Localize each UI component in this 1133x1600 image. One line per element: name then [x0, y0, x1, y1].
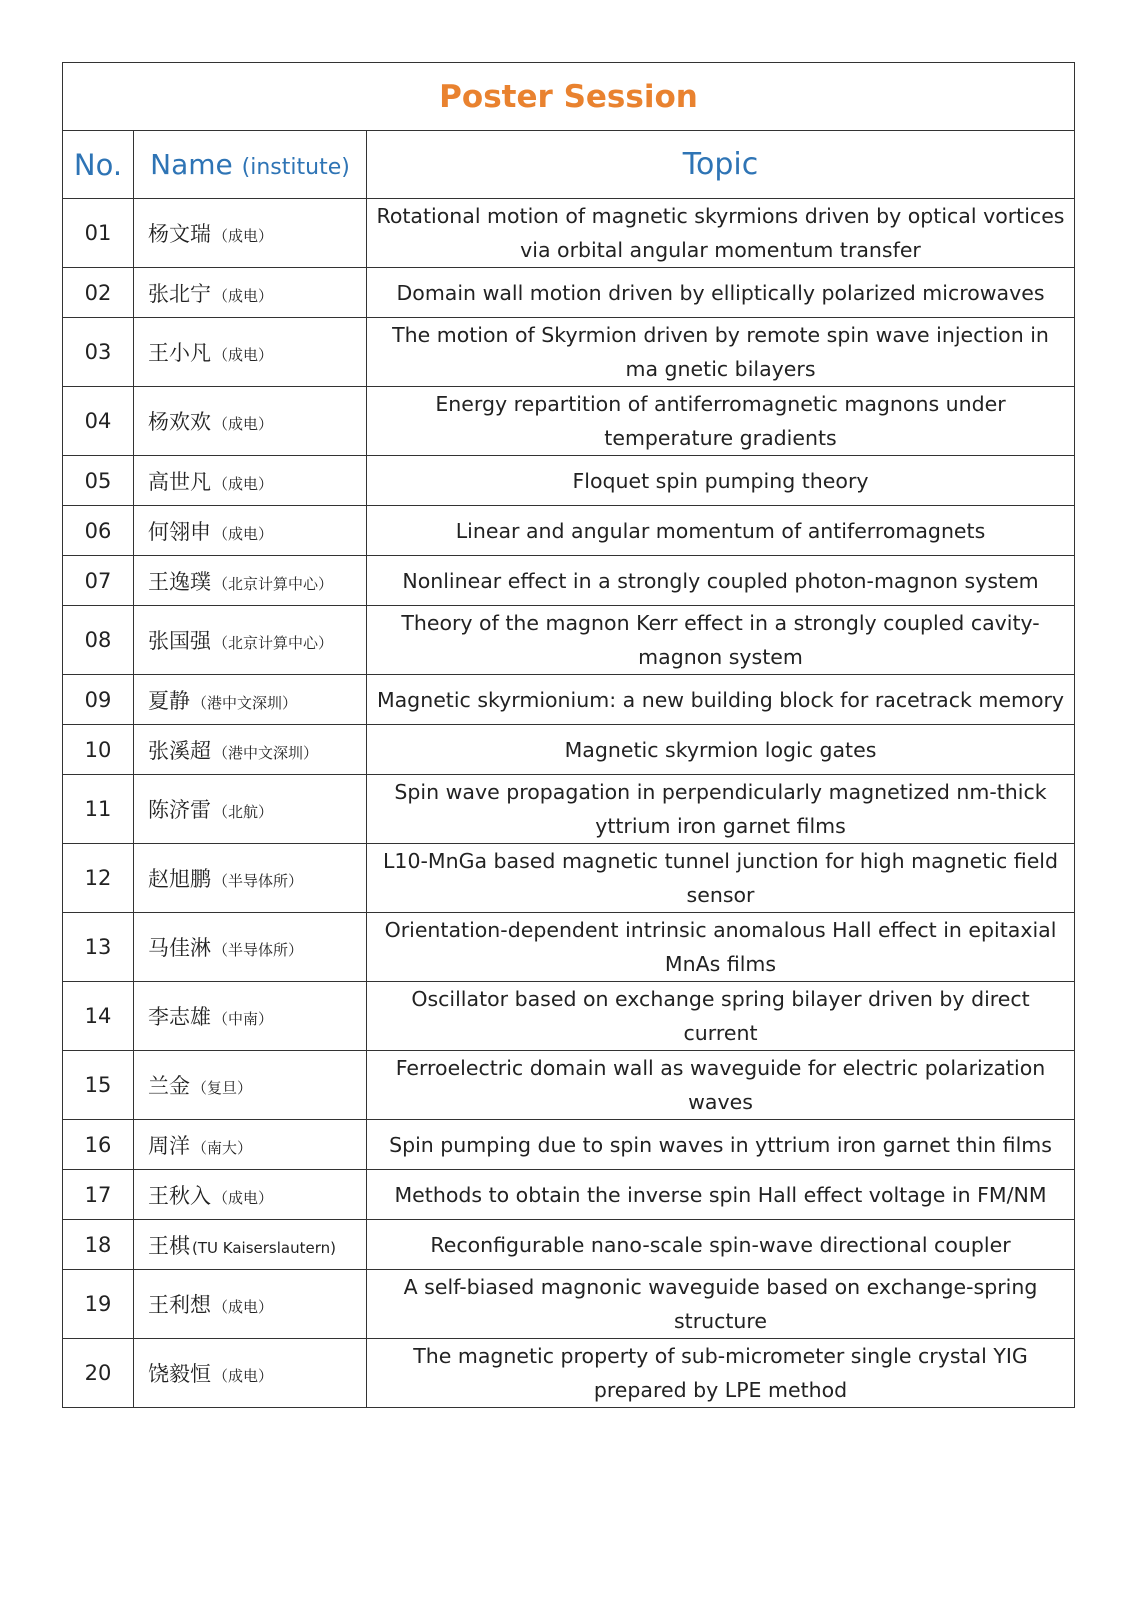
table-row [63, 506, 1075, 556]
poster-topic: The magnetic property of sub-micrometer single crystal YIG prepared by LPE method [367, 1339, 1075, 1408]
presenter-cell [134, 675, 367, 725]
table-row [63, 318, 1075, 387]
presenter-name: 王秋入 [148, 1183, 211, 1208]
presenter-name: 王小凡 [148, 341, 211, 365]
presenter-institute: （中南） [213, 1010, 274, 1028]
presenter-institute: （成电） [213, 524, 274, 543]
presenter-cell [134, 844, 367, 913]
poster-topic: Spin pumping due to spin waves in yttrium iron garnet thin films [367, 1120, 1075, 1170]
presenter-name: 高世凡 [148, 469, 211, 494]
presenter-institute: （成电） [213, 227, 274, 245]
poster-topic: A self-biased magnonic waveguide based on exchange-spring structure [367, 1270, 1075, 1339]
table-row [63, 844, 1075, 913]
presenter-cell [134, 982, 367, 1051]
presenter-institute: （成电） [213, 346, 274, 364]
table-row [63, 1051, 1075, 1120]
presenter-institute: （成电） [213, 415, 274, 433]
header-topic: Topic [367, 131, 1075, 199]
poster-number: 20 [63, 1339, 134, 1408]
poster-topic: Ferroelectric domain wall as waveguide for electric polarization waves [367, 1051, 1075, 1120]
presenter-name: 兰金 [148, 1074, 190, 1098]
poster-topic: Rotational motion of magnetic skyrmions driven by optical vortices via orbital angular momentum transfer [367, 199, 1075, 268]
table-row [63, 387, 1075, 456]
table-row [63, 1220, 1075, 1270]
poster-number: 13 [63, 913, 134, 982]
presenter-name: 夏静 [148, 688, 190, 713]
poster-topic: L10-MnGa based magnetic tunnel junction for high magnetic field sensor [367, 844, 1075, 913]
poster-topic: Floquet spin pumping theory [367, 456, 1075, 506]
poster-topic: Reconfigurable nano-scale spin-wave directional coupler [367, 1220, 1075, 1270]
poster-number: 05 [63, 456, 134, 506]
presenter-cell [134, 506, 367, 556]
presenter-name: 李志雄 [148, 1005, 211, 1029]
table-body [63, 199, 1075, 1408]
poster-topic: Magnetic skyrmionium: a new building block for racetrack memory [367, 675, 1075, 725]
header-name [134, 131, 367, 199]
presenter-institute: (TU Kaiserslautern) [192, 1238, 336, 1257]
presenter-institute: （港中文深圳） [213, 743, 319, 762]
poster-number: 02 [63, 268, 134, 318]
presenter-cell [134, 1120, 367, 1170]
presenter-institute: （成电） [213, 474, 274, 493]
presenter-institute: （北京计算中心） [213, 634, 334, 652]
header-name-label: Name [150, 148, 233, 181]
poster-number: 03 [63, 318, 134, 387]
presenter-institute: （复旦） [192, 1079, 253, 1097]
poster-number: 07 [63, 556, 134, 606]
presenter-name: 周洋 [148, 1133, 190, 1158]
presenter-name: 杨欢欢 [148, 410, 211, 434]
table-row [63, 1339, 1075, 1408]
presenter-cell [134, 199, 367, 268]
presenter-cell [134, 268, 367, 318]
presenter-cell [134, 318, 367, 387]
presenter-institute: （南大） [192, 1138, 253, 1157]
presenter-cell [134, 1220, 367, 1270]
poster-number: 17 [63, 1170, 134, 1220]
table-row [63, 556, 1075, 606]
table-row [63, 675, 1075, 725]
table-row [63, 1120, 1075, 1170]
poster-number: 14 [63, 982, 134, 1051]
presenter-institute: （半导体所） [213, 941, 304, 959]
poster-number: 16 [63, 1120, 134, 1170]
table-row [63, 1170, 1075, 1220]
table-row [63, 199, 1075, 268]
poster-number: 09 [63, 675, 134, 725]
poster-topic: Magnetic skyrmion logic gates [367, 725, 1075, 775]
poster-topic: Energy repartition of antiferromagnetic magnons under temperature gradients [367, 387, 1075, 456]
presenter-cell [134, 606, 367, 675]
presenter-cell [134, 1051, 367, 1120]
table-row [63, 725, 1075, 775]
poster-number: 12 [63, 844, 134, 913]
poster-session-table [62, 62, 1075, 1408]
poster-topic: Nonlinear effect in a strongly coupled photon-magnon system [367, 556, 1075, 606]
title-row [63, 63, 1075, 131]
presenter-cell [134, 387, 367, 456]
presenter-name: 王利想 [148, 1293, 211, 1317]
presenter-name: 杨文瑞 [148, 222, 211, 246]
poster-number: 10 [63, 725, 134, 775]
poster-number: 08 [63, 606, 134, 675]
table-row [63, 456, 1075, 506]
presenter-cell [134, 1339, 367, 1408]
presenter-name: 张北宁 [148, 281, 211, 306]
table-row [63, 1270, 1075, 1339]
presenter-name: 张国强 [148, 629, 211, 653]
presenter-cell [134, 456, 367, 506]
poster-topic: Methods to obtain the inverse spin Hall effect voltage in FM/NM [367, 1170, 1075, 1220]
presenter-cell [134, 913, 367, 982]
poster-topic: Linear and angular momentum of antiferromagnets [367, 506, 1075, 556]
header-name-sub: (institute) [241, 155, 350, 180]
presenter-cell [134, 1270, 367, 1339]
poster-number: 15 [63, 1051, 134, 1120]
presenter-cell [134, 775, 367, 844]
presenter-name: 饶毅恒 [148, 1362, 211, 1386]
poster-number: 01 [63, 199, 134, 268]
presenter-institute: （成电） [213, 286, 274, 305]
poster-topic: Theory of the magnon Kerr effect in a strongly coupled cavity-magnon system [367, 606, 1075, 675]
presenter-name: 赵旭鹏 [148, 867, 211, 891]
poster-number: 18 [63, 1220, 134, 1270]
poster-number: 11 [63, 775, 134, 844]
table-row [63, 268, 1075, 318]
presenter-name: 王棋 [148, 1233, 190, 1258]
header-row [63, 131, 1075, 199]
presenter-name: 陈济雷 [148, 798, 211, 822]
poster-topic: Spin wave propagation in perpendicularly magnetized nm-thick yttrium iron garnet films [367, 775, 1075, 844]
presenter-name: 王逸璞 [148, 569, 211, 594]
table-row [63, 775, 1075, 844]
presenter-cell [134, 1170, 367, 1220]
poster-topic: Domain wall motion driven by elliptically polarized microwaves [367, 268, 1075, 318]
poster-number: 19 [63, 1270, 134, 1339]
presenter-name: 何翎申 [148, 519, 211, 544]
table-row [63, 982, 1075, 1051]
presenter-cell [134, 556, 367, 606]
poster-number: 06 [63, 506, 134, 556]
presenter-name: 马佳淋 [148, 936, 211, 960]
table-title: Poster Session [63, 63, 1075, 131]
header-no: No. [63, 131, 134, 199]
presenter-institute: （北京计算中心） [213, 574, 334, 593]
poster-topic: Orientation-dependent intrinsic anomalous Hall effect in epitaxial MnAs films [367, 913, 1075, 982]
table-row [63, 913, 1075, 982]
table-row [63, 606, 1075, 675]
presenter-name: 张溪超 [148, 738, 211, 763]
poster-topic: The motion of Skyrmion driven by remote spin wave injection in ma gnetic bilayers [367, 318, 1075, 387]
poster-number: 04 [63, 387, 134, 456]
presenter-institute: （北航） [213, 803, 274, 821]
poster-topic: Oscillator based on exchange spring bilayer driven by direct current [367, 982, 1075, 1051]
presenter-cell [134, 725, 367, 775]
presenter-institute: （港中文深圳） [192, 693, 298, 712]
presenter-institute: （成电） [213, 1188, 274, 1207]
presenter-institute: （成电） [213, 1298, 274, 1316]
presenter-institute: （半导体所） [213, 872, 304, 890]
presenter-institute: （成电） [213, 1367, 274, 1385]
